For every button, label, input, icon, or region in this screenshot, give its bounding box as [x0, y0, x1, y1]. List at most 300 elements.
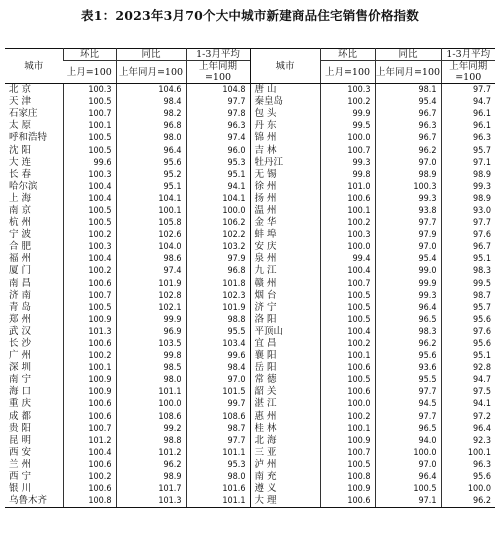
cell-avg-right: 99.3 [441, 181, 495, 193]
cell-city-right: 无 锡 [250, 169, 320, 181]
cell-avg-left: 99.7 [186, 398, 250, 410]
cell-avg-left: 104.8 [186, 84, 250, 97]
cell-avg-left: 97.8 [186, 108, 250, 120]
cell-yoy-left: 101.2 [116, 447, 186, 459]
table-body [5, 84, 495, 508]
cell-avg-right: 100.0 [441, 483, 495, 495]
cell-city-right: 唐 山 [250, 84, 320, 97]
cell-avg-left: 96.0 [186, 144, 250, 156]
cell-city-right: 大 理 [250, 495, 320, 508]
cell-city-right: 泸 州 [250, 459, 320, 471]
cell-yoy-right: 98.9 [375, 169, 441, 181]
cell-avg-left: 96.3 [186, 120, 250, 132]
cell-mom-left: 101.3 [63, 326, 116, 338]
header-avg-left: 1-3月平均 [186, 49, 250, 61]
cell-mom-right: 100.1 [320, 205, 375, 217]
cell-city-right: 扬 州 [250, 193, 320, 205]
cell-mom-right: 101.0 [320, 181, 375, 193]
cell-yoy-left: 104.0 [116, 241, 186, 253]
cell-yoy-left: 95.2 [116, 169, 186, 181]
cell-avg-right: 96.1 [441, 120, 495, 132]
cell-city-right: 安 庆 [250, 241, 320, 253]
table-row [5, 495, 495, 508]
cell-yoy-right: 97.7 [375, 411, 441, 423]
cell-yoy-left: 100.0 [116, 398, 186, 410]
cell-yoy-right: 96.4 [375, 471, 441, 483]
cell-yoy-right: 94.5 [375, 398, 441, 410]
cell-avg-left: 108.6 [186, 411, 250, 423]
cell-avg-left: 101.1 [186, 495, 250, 508]
cell-city-left: 武 汉 [9, 325, 32, 337]
cell-mom-left: 100.4 [63, 447, 116, 459]
cell-yoy-right: 97.9 [375, 229, 441, 241]
cell-city-left: 西 宁 [9, 471, 32, 483]
cell-avg-right: 97.6 [441, 326, 495, 338]
cell-yoy-left: 96.9 [116, 326, 186, 338]
cell-avg-right: 98.3 [441, 265, 495, 277]
cell-city-right: 温 州 [250, 205, 320, 217]
cell-avg-left: 101.1 [186, 447, 250, 459]
cell-mom-left: 100.5 [63, 205, 116, 217]
header-yoy-base-right: 上年同月=100 [375, 61, 441, 84]
cell-yoy-left: 101.1 [116, 386, 186, 398]
cell-mom-left: 100.7 [63, 423, 116, 435]
cell-city-left: 南 京 [9, 204, 32, 216]
cell-avg-right: 93.0 [441, 205, 495, 217]
header-avg-right: 1-3月平均 [441, 49, 495, 61]
cell-mom-left: 100.9 [63, 374, 116, 386]
cell-mom-right: 100.7 [320, 447, 375, 459]
cell-city-right: 平顶山 [250, 326, 320, 338]
cell-yoy-left: 98.0 [116, 374, 186, 386]
cell-yoy-right: 97.0 [375, 157, 441, 169]
cell-mom-left: 100.6 [63, 278, 116, 290]
cell-avg-right: 97.7 [441, 84, 495, 97]
cell-yoy-right: 96.7 [375, 132, 441, 144]
cell-avg-left: 103.2 [186, 241, 250, 253]
table-row [5, 302, 495, 314]
cell-avg-left: 95.3 [186, 459, 250, 471]
cell-yoy-right: 96.2 [375, 338, 441, 350]
cell-yoy-right: 100.3 [375, 181, 441, 193]
cell-mom-left: 100.9 [63, 314, 116, 326]
cell-mom-left: 100.6 [63, 411, 116, 423]
cell-yoy-left: 104.1 [116, 193, 186, 205]
cell-mom-right: 100.5 [320, 302, 375, 314]
cell-city-right: 洛 阳 [250, 314, 320, 326]
cell-avg-right: 95.7 [441, 144, 495, 156]
cell-city-left: 长 春 [9, 168, 32, 180]
table-row [5, 253, 495, 265]
cell-city-left: 福 州 [9, 253, 32, 265]
cell-yoy-right: 99.9 [375, 278, 441, 290]
cell-avg-left: 95.5 [186, 326, 250, 338]
cell-mom-left: 100.6 [63, 459, 116, 471]
cell-avg-right: 98.9 [441, 169, 495, 181]
table-row [5, 362, 495, 374]
cell-avg-right: 97.5 [441, 386, 495, 398]
cell-mom-right: 100.0 [320, 132, 375, 144]
table-row [5, 181, 495, 193]
cell-avg-right: 96.2 [441, 495, 495, 508]
cell-city-left: 深 圳 [9, 362, 32, 374]
table-row [5, 423, 495, 435]
cell-yoy-left: 96.8 [116, 120, 186, 132]
cell-avg-left: 100.0 [186, 205, 250, 217]
cell-city-left: 乌鲁木齐 [5, 495, 63, 508]
cell-city-left: 北 京 [9, 84, 32, 96]
cell-yoy-right: 96.5 [375, 423, 441, 435]
cell-mom-right: 100.6 [320, 495, 375, 508]
cell-city-left: 广 州 [9, 350, 32, 362]
cell-mom-right: 100.2 [320, 96, 375, 108]
table-row [5, 290, 495, 302]
cell-city-left: 昆 明 [9, 434, 32, 446]
cell-city-right: 三 亚 [250, 447, 320, 459]
table-row [5, 435, 495, 447]
cell-city-left: 厦 门 [9, 265, 32, 277]
cell-mom-right: 100.5 [320, 314, 375, 326]
cell-mom-right: 100.6 [320, 193, 375, 205]
cell-city-left: 成 都 [9, 410, 32, 422]
cell-mom-left: 100.6 [63, 483, 116, 495]
cell-avg-left: 97.7 [186, 96, 250, 108]
cell-yoy-right: 95.4 [375, 96, 441, 108]
cell-yoy-right: 93.6 [375, 362, 441, 374]
cell-mom-left: 100.1 [63, 120, 116, 132]
cell-yoy-left: 98.5 [116, 362, 186, 374]
cell-mom-left: 100.3 [63, 169, 116, 181]
table-row [5, 265, 495, 277]
cell-yoy-left: 98.2 [116, 108, 186, 120]
cell-yoy-right: 98.1 [375, 84, 441, 97]
table-row [5, 459, 495, 471]
cell-avg-left: 94.1 [186, 181, 250, 193]
cell-avg-left: 102.2 [186, 229, 250, 241]
cell-mom-right: 100.1 [320, 423, 375, 435]
cell-city-left: 银 川 [9, 483, 32, 495]
cell-avg-left: 98.8 [186, 314, 250, 326]
cell-city-right: 徐 州 [250, 181, 320, 193]
header-yoy-base-left: 上年同月=100 [116, 61, 186, 84]
cell-mom-right: 100.9 [320, 483, 375, 495]
cell-avg-left: 103.4 [186, 338, 250, 350]
cell-mom-left: 101.2 [63, 435, 116, 447]
cell-mom-left: 100.4 [63, 193, 116, 205]
cell-avg-left: 97.7 [186, 435, 250, 447]
cell-mom-left: 100.5 [63, 96, 116, 108]
cell-city-left: 杭 州 [9, 217, 32, 229]
cell-yoy-left: 99.2 [116, 423, 186, 435]
table-row [5, 447, 495, 459]
cell-mom-left: 100.7 [63, 290, 116, 302]
cell-city-left: 太 原 [9, 120, 32, 132]
cell-yoy-right: 93.8 [375, 205, 441, 217]
cell-yoy-right: 97.0 [375, 459, 441, 471]
cell-city-left: 宁 波 [9, 229, 32, 241]
cell-yoy-right: 95.6 [375, 350, 441, 362]
cell-mom-right: 100.7 [320, 278, 375, 290]
cell-mom-right: 100.5 [320, 290, 375, 302]
cell-yoy-left: 102.1 [116, 302, 186, 314]
table-row [5, 205, 495, 217]
cell-mom-right: 99.3 [320, 157, 375, 169]
cell-city-right: 襄 阳 [250, 350, 320, 362]
cell-yoy-left: 101.3 [116, 495, 186, 508]
table-row [5, 144, 495, 156]
header-mom-left: 环比 [63, 49, 116, 61]
cell-avg-right: 95.6 [441, 314, 495, 326]
cell-mom-left: 99.6 [63, 157, 116, 169]
cell-city-left: 石家庄 [9, 108, 38, 120]
cell-yoy-right: 99.0 [375, 265, 441, 277]
cell-city-left: 南 昌 [9, 277, 32, 289]
cell-city-left: 合 肥 [9, 241, 32, 253]
header-avg-base-left: 上年同期=100 [186, 61, 250, 84]
cell-city-right: 金 华 [250, 217, 320, 229]
table-row [5, 471, 495, 483]
cell-mom-left: 100.5 [63, 217, 116, 229]
cell-yoy-left: 101.7 [116, 483, 186, 495]
cell-mom-right: 100.2 [320, 217, 375, 229]
cell-city-left: 长 沙 [9, 338, 32, 350]
cell-avg-right: 97.7 [441, 217, 495, 229]
cell-city-left: 呼和浩特 [9, 132, 48, 144]
cell-avg-right: 97.6 [441, 229, 495, 241]
cell-avg-right: 95.7 [441, 302, 495, 314]
table-row [5, 229, 495, 241]
table-row [5, 326, 495, 338]
cell-yoy-right: 98.3 [375, 326, 441, 338]
table-row [5, 132, 495, 144]
cell-mom-left: 100.4 [63, 253, 116, 265]
cell-avg-left: 102.3 [186, 290, 250, 302]
cell-avg-right: 95.1 [441, 253, 495, 265]
cell-avg-left: 104.1 [186, 193, 250, 205]
cell-yoy-right: 96.7 [375, 108, 441, 120]
cell-avg-left: 106.2 [186, 217, 250, 229]
cell-city-left: 海 口 [9, 386, 32, 398]
cell-city-right: 包 头 [250, 108, 320, 120]
cell-city-right: 韶 关 [250, 386, 320, 398]
cell-city-right: 牡丹江 [250, 157, 320, 169]
cell-city-left: 西 安 [9, 446, 32, 458]
cell-yoy-right: 96.4 [375, 302, 441, 314]
cell-mom-right: 100.0 [320, 398, 375, 410]
cell-city-left: 哈尔滨 [9, 180, 38, 192]
cell-yoy-right: 95.5 [375, 374, 441, 386]
cell-yoy-right: 94.0 [375, 435, 441, 447]
cell-avg-left: 98.7 [186, 423, 250, 435]
cell-avg-right: 97.1 [441, 157, 495, 169]
cell-mom-left: 100.2 [63, 471, 116, 483]
header-avg-base-right: 上年同期=100 [441, 61, 495, 84]
table-row [5, 411, 495, 423]
cell-city-left: 贵 阳 [9, 422, 32, 434]
cell-mom-left: 100.5 [63, 144, 116, 156]
cell-city-right: 宜 昌 [250, 338, 320, 350]
cell-yoy-left: 99.8 [116, 350, 186, 362]
cell-yoy-left: 98.9 [116, 471, 186, 483]
cell-yoy-right: 100.0 [375, 447, 441, 459]
cell-mom-right: 100.4 [320, 265, 375, 277]
cell-city-left: 上 海 [9, 192, 32, 204]
cell-mom-right: 100.5 [320, 374, 375, 386]
cell-mom-left: 100.4 [63, 181, 116, 193]
table-row [5, 374, 495, 386]
cell-city-right: 烟 台 [250, 290, 320, 302]
cell-avg-right: 95.1 [441, 350, 495, 362]
cell-mom-left: 100.3 [63, 241, 116, 253]
cell-avg-left: 97.0 [186, 374, 250, 386]
cell-avg-right: 94.7 [441, 374, 495, 386]
cell-city-right: 岳 阳 [250, 362, 320, 374]
cell-city-right: 湛 江 [250, 398, 320, 410]
cell-yoy-right: 96.5 [375, 314, 441, 326]
cell-avg-right: 95.6 [441, 338, 495, 350]
cell-mom-left: 100.6 [63, 398, 116, 410]
cell-avg-right: 97.2 [441, 411, 495, 423]
cell-city-right: 丹 东 [250, 120, 320, 132]
cell-yoy-right: 99.3 [375, 193, 441, 205]
cell-city-left: 兰 州 [9, 458, 32, 470]
cell-mom-left: 100.2 [63, 229, 116, 241]
cell-yoy-left: 102.6 [116, 229, 186, 241]
cell-yoy-left: 96.2 [116, 459, 186, 471]
cell-mom-right: 100.5 [320, 459, 375, 471]
cell-yoy-left: 101.9 [116, 278, 186, 290]
price-index-table [5, 48, 495, 508]
cell-city-right: 惠 州 [250, 411, 320, 423]
cell-mom-right: 99.9 [320, 108, 375, 120]
cell-city-right: 锦 州 [250, 132, 320, 144]
table-row [5, 338, 495, 350]
cell-city-left: 济 南 [9, 289, 32, 301]
cell-mom-left: 100.5 [63, 302, 116, 314]
cell-yoy-left: 102.8 [116, 290, 186, 302]
header-city-right: 城市 [250, 49, 320, 84]
cell-yoy-left: 104.6 [116, 84, 186, 97]
table-row [5, 278, 495, 290]
cell-avg-right: 96.7 [441, 241, 495, 253]
cell-mom-right: 100.2 [320, 338, 375, 350]
cell-mom-right: 100.7 [320, 144, 375, 156]
cell-avg-right: 100.1 [441, 447, 495, 459]
cell-yoy-left: 98.4 [116, 96, 186, 108]
cell-avg-right: 92.8 [441, 362, 495, 374]
cell-avg-right: 92.3 [441, 435, 495, 447]
header-yoy-right: 同比 [375, 49, 441, 61]
header-city-left: 城市 [5, 49, 63, 84]
table-row [5, 84, 495, 97]
cell-yoy-left: 103.5 [116, 338, 186, 350]
cell-yoy-left: 95.1 [116, 181, 186, 193]
table-row [5, 96, 495, 108]
header-yoy-left: 同比 [116, 49, 186, 61]
cell-mom-right: 100.2 [320, 411, 375, 423]
cell-mom-left: 100.9 [63, 386, 116, 398]
cell-city-right: 常 德 [250, 374, 320, 386]
cell-avg-left: 101.5 [186, 386, 250, 398]
cell-mom-left: 100.7 [63, 108, 116, 120]
cell-mom-right: 100.3 [320, 84, 375, 97]
cell-avg-right: 98.7 [441, 290, 495, 302]
cell-city-left: 南 宁 [9, 374, 32, 386]
cell-avg-left: 99.6 [186, 350, 250, 362]
cell-mom-left: 100.2 [63, 350, 116, 362]
table-row [5, 108, 495, 120]
cell-yoy-left: 105.8 [116, 217, 186, 229]
table-row [5, 386, 495, 398]
cell-avg-right: 96.3 [441, 459, 495, 471]
cell-mom-right: 100.1 [320, 350, 375, 362]
cell-city-right: 北 海 [250, 435, 320, 447]
cell-mom-right: 100.6 [320, 386, 375, 398]
table-row [5, 398, 495, 410]
cell-city-left: 重 庆 [9, 398, 32, 410]
cell-avg-left: 97.4 [186, 132, 250, 144]
cell-mom-right: 99.8 [320, 169, 375, 181]
table-row [5, 193, 495, 205]
cell-avg-right: 94.1 [441, 398, 495, 410]
cell-mom-right: 100.9 [320, 435, 375, 447]
table-row [5, 483, 495, 495]
table-row [5, 241, 495, 253]
cell-mom-right: 100.6 [320, 362, 375, 374]
cell-city-right: 九 江 [250, 265, 320, 277]
cell-yoy-left: 100.1 [116, 205, 186, 217]
cell-mom-right: 99.4 [320, 253, 375, 265]
cell-avg-left: 96.8 [186, 265, 250, 277]
cell-yoy-left: 98.0 [116, 132, 186, 144]
cell-yoy-right: 100.5 [375, 483, 441, 495]
cell-yoy-left: 98.6 [116, 253, 186, 265]
cell-city-right: 蚌 埠 [250, 229, 320, 241]
cell-mom-left: 100.2 [63, 265, 116, 277]
cell-avg-left: 98.0 [186, 471, 250, 483]
table-title: 表1：2023年3月70个大中城市新建商品住宅销售价格指数 [81, 8, 419, 23]
cell-yoy-left: 98.8 [116, 435, 186, 447]
cell-city-left: 天 津 [9, 96, 32, 108]
cell-mom-right: 100.8 [320, 471, 375, 483]
cell-mom-left: 100.5 [63, 132, 116, 144]
cell-avg-right: 94.7 [441, 96, 495, 108]
cell-avg-right: 98.9 [441, 193, 495, 205]
cell-city-right: 泉 州 [250, 253, 320, 265]
table-row [5, 120, 495, 132]
cell-yoy-right: 99.3 [375, 290, 441, 302]
header-mom-right: 环比 [320, 49, 375, 61]
cell-avg-right: 96.1 [441, 108, 495, 120]
cell-city-right: 桂 林 [250, 423, 320, 435]
cell-avg-right: 95.6 [441, 471, 495, 483]
table-row [5, 314, 495, 326]
cell-yoy-right: 97.7 [375, 386, 441, 398]
cell-avg-right: 96.3 [441, 132, 495, 144]
header-mom-base-right: 上月=100 [320, 61, 375, 84]
cell-avg-left: 95.1 [186, 169, 250, 181]
cell-city-right: 吉 林 [250, 144, 320, 156]
cell-yoy-left: 99.9 [116, 314, 186, 326]
cell-avg-left: 95.3 [186, 157, 250, 169]
table-row [5, 169, 495, 181]
cell-mom-right: 99.5 [320, 120, 375, 132]
cell-city-left: 郑 州 [9, 313, 32, 325]
cell-yoy-left: 108.6 [116, 411, 186, 423]
cell-yoy-right: 97.7 [375, 217, 441, 229]
cell-city-right: 赣 州 [250, 278, 320, 290]
cell-city-right: 遵 义 [250, 483, 320, 495]
